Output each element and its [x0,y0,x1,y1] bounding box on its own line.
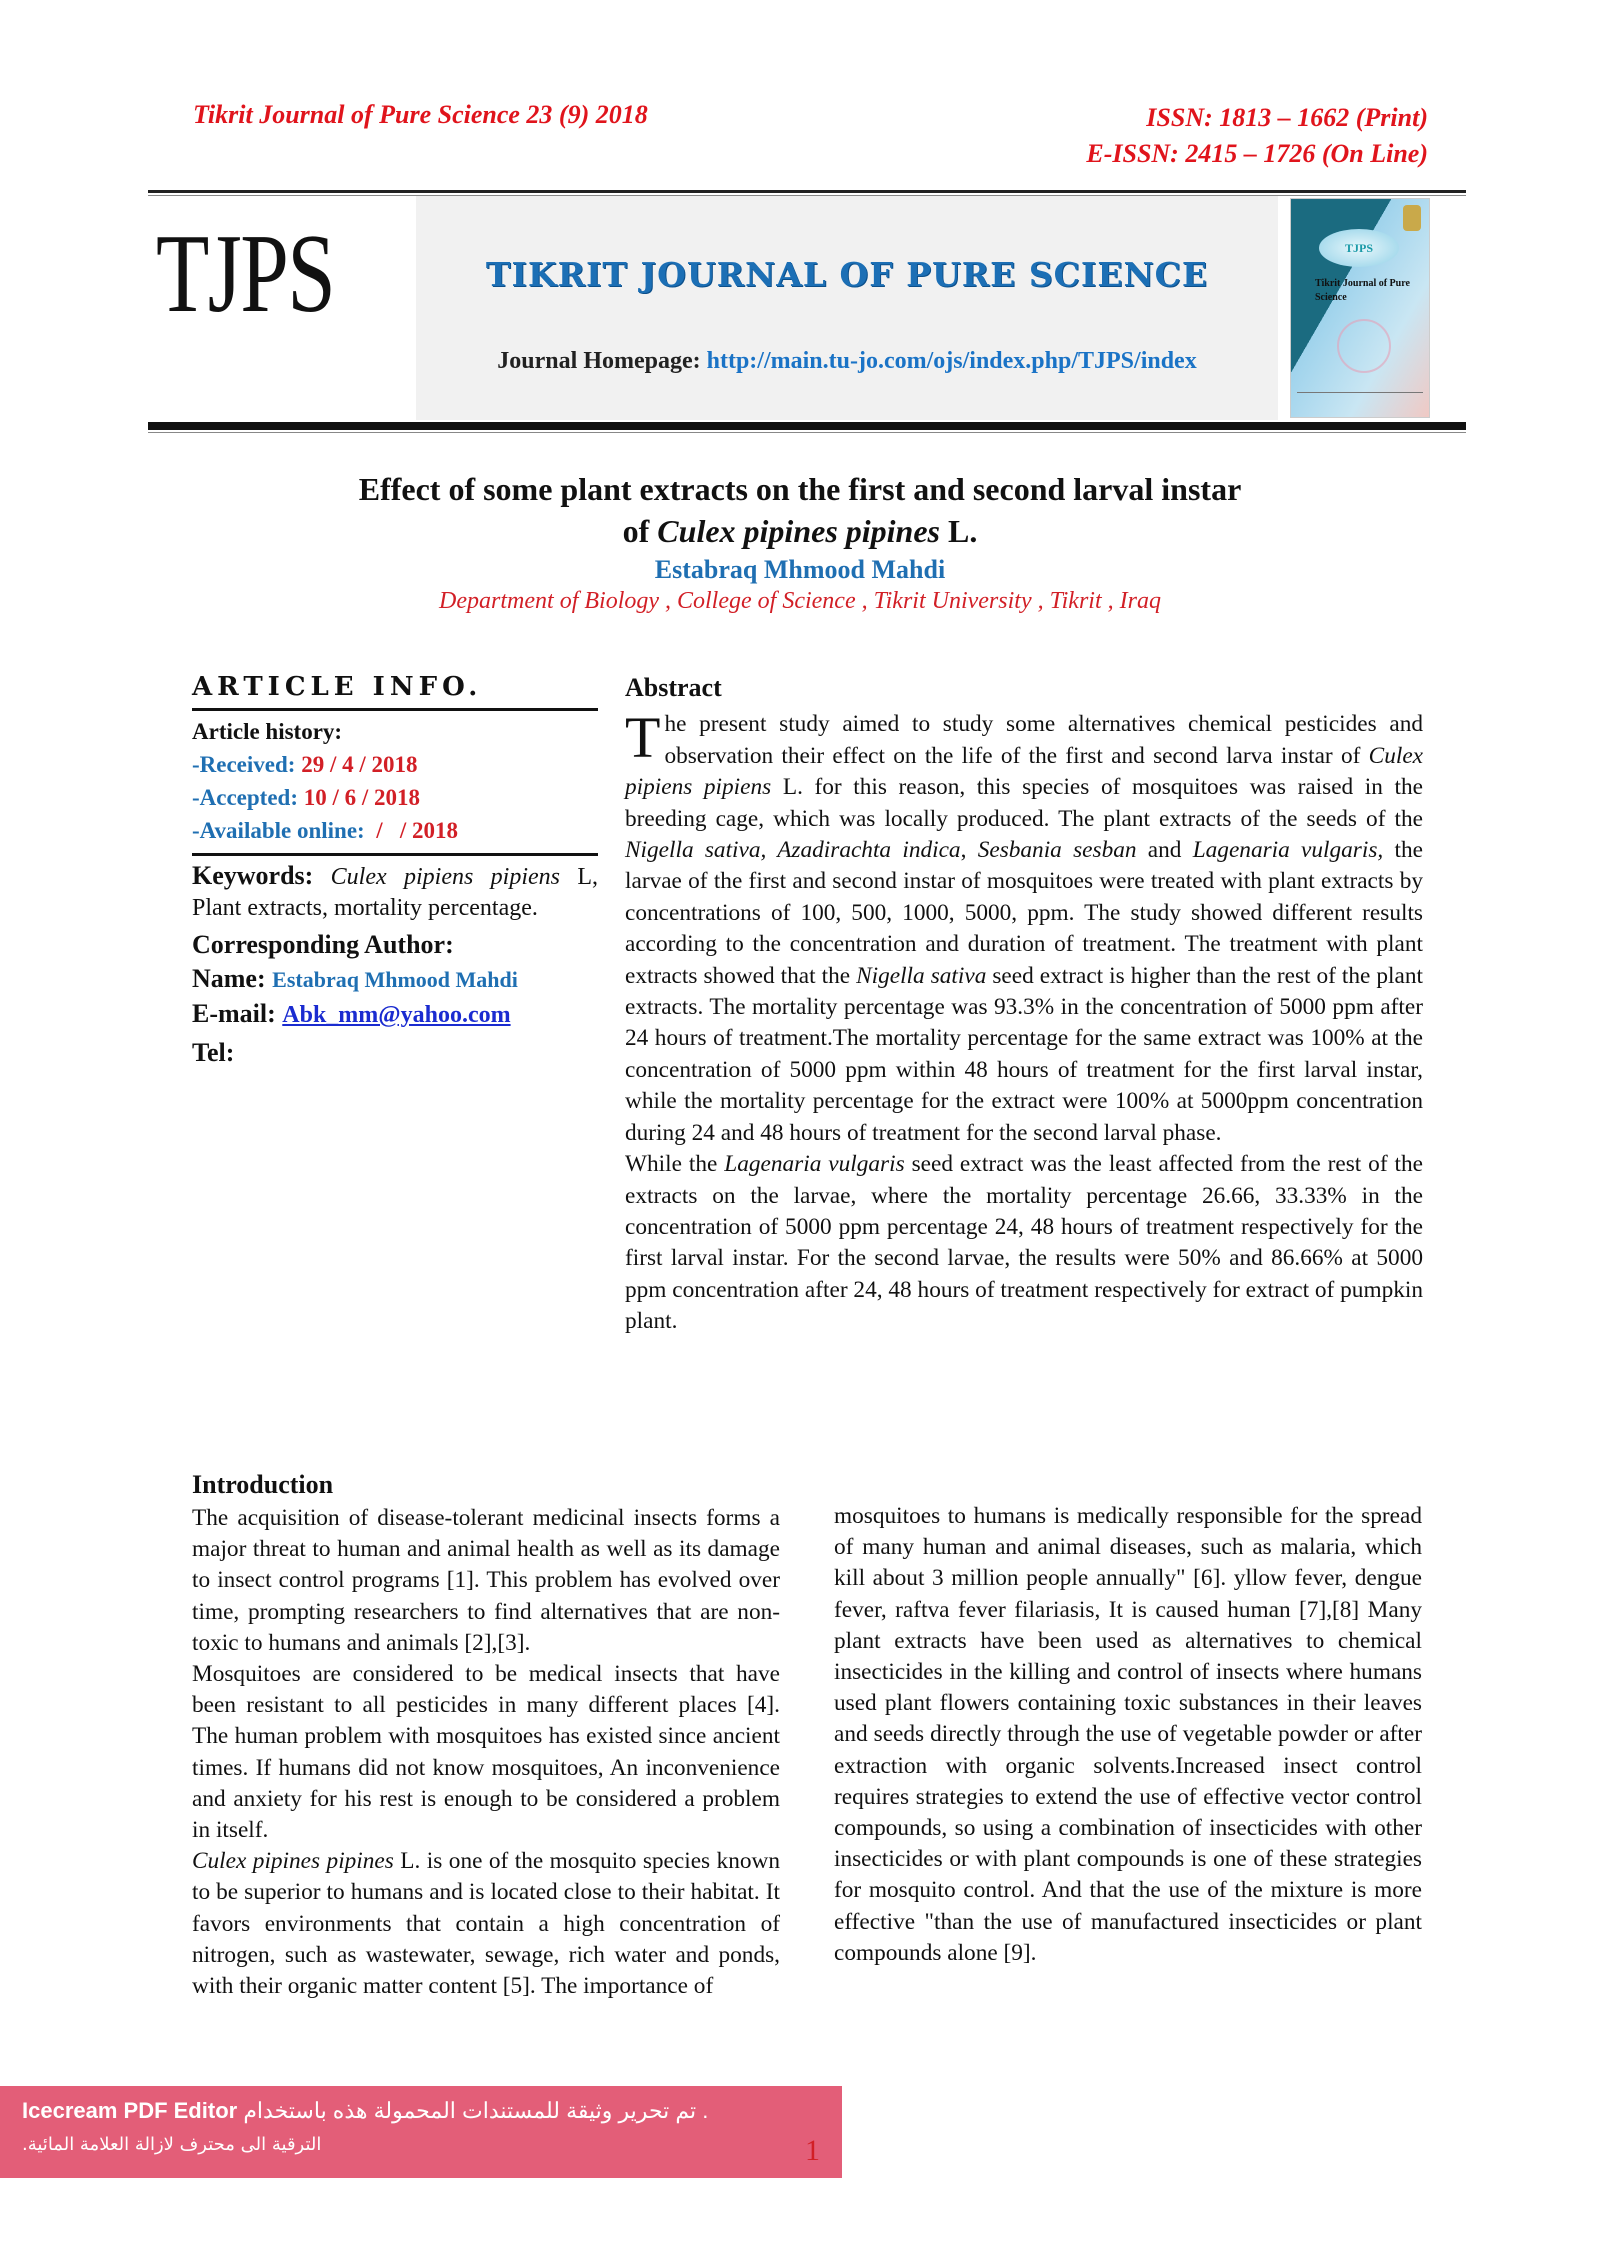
species-name: Nigella sativa, Azadirachta indica [625,837,961,864]
species-name: Culex pipines pipines [192,1848,394,1875]
tel-label: Tel: [192,1038,235,1067]
title-suffix: L. [940,513,978,549]
abstract-paragraph-1 [625,705,1424,1149]
received-date: 29 / 4 / 2018 [301,752,418,777]
intro-paragraph-3 [192,1846,780,2002]
online-label: -Available online: [192,818,365,843]
text: the larvae of the first and second instar of mosquitoes were treated with plant extracts by concentrations of 100, 500, 1000, 5000, ppm. The study showed different results according to the concentration and duration of treatment. The treatment with plant extracts showed that the [625,837,1423,989]
keywords-label: Keywords: [192,861,314,890]
banner-bottom-rule-thin [148,432,1466,433]
text: and [1136,837,1193,864]
accepted-date: 10 / 6 / 2018 [303,785,421,810]
issn-print: ISSN: 1813 – 1662 (Print) [1146,103,1428,132]
text: he present study aimed to study some alternatives chemical pesticides and observation their effect on the life of the first and second larva instar of [664,711,1423,769]
keywords [192,860,598,924]
cover-footer [1297,392,1423,409]
author-name: Estabraq Mhmood Mahdi [654,555,946,584]
text: While the [625,1151,725,1178]
accepted-label: -Accepted: [192,785,299,810]
text: , [960,837,978,864]
homepage-link[interactable]: http://main.tu-jo.com/ojs/index.php/TJPS/index [706,348,1197,374]
corresponding-author-label: Corresponding Author: [192,930,454,959]
issn-online: E-ISSN: 2415 – 1726 (On Line) [1086,139,1428,168]
cover-title: Tikrit Journal of Pure Science [1315,278,1410,303]
intro-paragraph-2: Mosquitoes are considered to be medical insects that have been resistant to all pesticides in many different places [4]. The human problem with mosquitoes has existed since ancient times. If humans did not know mosquitoes, An inconvenience and anxiety for his rest is enough to be considered a problem in itself. [192,1661,780,1844]
divider [192,853,598,856]
species-name: Culex pipiens pipiens [625,742,1423,801]
text: seed extract was the least affected from the rest of the extracts on the larvae, where the mortality percentage 26.66, 33.33% in the concentration of 5000 ppm percentage 24, 48 hours of treatment respectively for the first larval instar. For the second larvae, the results were 50% and 86.66% at 5000 ppm concentration after 24, 48 hours of treatment respectively for extract of pumpkin plant. [625,1151,1423,1335]
divider [192,708,598,711]
received-row [192,748,598,781]
name-label: Name: [192,964,266,993]
species-name: Nigella sativa [856,962,987,989]
species-name: Lagenaria vulgaris [724,1151,905,1178]
text: L. for this reason, this species of mosquitoes was raised in the breeding cage, which was locally produced. The plant extracts of the seeds of the [625,774,1424,832]
journal-homepage [416,348,1278,375]
article-history-label: Article history: [192,719,343,744]
email-label: E-mail: [192,999,276,1028]
name-value: Estabraq Mhmood Mahdi [272,967,518,992]
running-header-journal-issue: Tikrit Journal of Pure Science 23 (9) 2018 [193,100,648,129]
abstract-heading: Abstract [625,673,722,702]
name-row [192,962,598,997]
introduction-column-right [834,1501,1422,1969]
watermark-arabic-2: الترقية الى محترف لازالة العلامة المائية. [22,2134,322,2155]
author-affiliation: Department of Biology , College of Science , Tikrit University , Tikrit , Iraq [439,588,1161,614]
banner-bottom-rule [148,422,1466,430]
journal-name: TIKRIT JOURNAL OF PURE SCIENCE [485,255,1209,294]
university-emblem-icon [1403,205,1421,231]
banner-top-rule [148,190,1466,193]
cover-watermark-icon [1337,319,1391,373]
title-prefix: of [622,513,658,549]
accepted-row [192,781,598,814]
introduction-heading: Introduction [192,1470,334,1499]
page-number: 1 [805,2134,820,2167]
title-species: Culex pipines pipines [657,513,940,549]
intro-paragraph-1: The acquisition of disease-tolerant medicinal insects forms a major threat to human and animal health as well as its damage to insect control programs [1]. This problem has evolved over time, prompting researchers to find alternatives that are non-toxic to humans and animals [2],[3]. [192,1505,780,1656]
drop-cap: T [625,705,661,771]
introduction-column-left [192,1503,780,2002]
abstract-paragraph-2 [625,1149,1423,1337]
article-info-panel [192,672,598,1070]
watermark-arabic-1: تم تحرير وثيقة للمستندات المحمولة هذه باستخدام . [243,2098,709,2123]
received-label: -Received: [192,752,296,777]
article-info-heading: ARTICLE INFO. [192,672,483,702]
watermark-line-1 [22,2098,708,2124]
article-title-line1: Effect of some plant extracts on the first and second larval instar [358,471,1242,507]
available-online-row [192,814,598,847]
text: L. is one of the mosquito species known to be superior to humans and is located close to their habitat. It favors environments that contain a high concentration of nitrogen, such as wastewater, sewage, rich water and ponds, with their organic matter content [5]. The importance of [192,1848,780,2000]
journal-cover-image [1290,198,1430,418]
online-date: / / 2018 [370,818,458,843]
running-header-issn [1086,100,1428,172]
abstract-section [625,672,1423,1338]
keywords-species: Culex pipiens pipiens [330,864,560,890]
species-name: Sesbania sesban [977,837,1137,864]
keywords-rest: L, Plant extracts, mortality percentage. [192,864,599,921]
species-name: Lagenaria vulgaris, [1192,837,1384,864]
homepage-label: Journal Homepage: [497,348,701,374]
email-link[interactable]: Abk_mm@yahoo.com [282,1002,511,1028]
banner-background [416,196,1278,420]
article-title-line2 [0,512,1600,550]
intro-paragraph-4: mosquitoes to humans is medically responsible for the spread of many human and animal diseases, such as malaria, which kill about 3 million people annually" [6]. yllow fever, dengue fever, raftva fever filariasis, It is caused human [7],[8] Many plant extracts have been used as alternatives to chemical insecticides in the killing and control of insects where humans used plant flowers containing toxic substances in their leaves and seeds directly through the use of vegetable powder or after extraction with organic solvents.Increased insect control requires strategies to extend the use of effective vector control compounds, so using a combination of insecticides with other insecticides or with plant compounds is one of these strategies for mosquito control. And that the use of the mixture is more effective "than the use of manufactured insecticides or plant compounds alone [9]. [834,1503,1422,1966]
watermark-brand: Icecream PDF Editor [22,2098,238,2123]
text: seed extract is higher than the rest of the plant extracts. The mortality percentage was 93.3% in the concentration of 5000 ppm after 24 hours of treatment.The mortality percentage for the same extract was 100% at the concentration of 5000 ppm within 48 hours of treatment for the first larval instar, while the mortality percentage for the extract were 100% at 5000ppm concentration during 24 and 48 hours of treatment for the second larval phase. [625,962,1423,1146]
journal-logo: TJPS [156,212,335,336]
cover-oval-logo: TJPS [1319,229,1399,267]
pdf-editor-watermark [0,2086,842,2178]
email-row [192,997,598,1032]
